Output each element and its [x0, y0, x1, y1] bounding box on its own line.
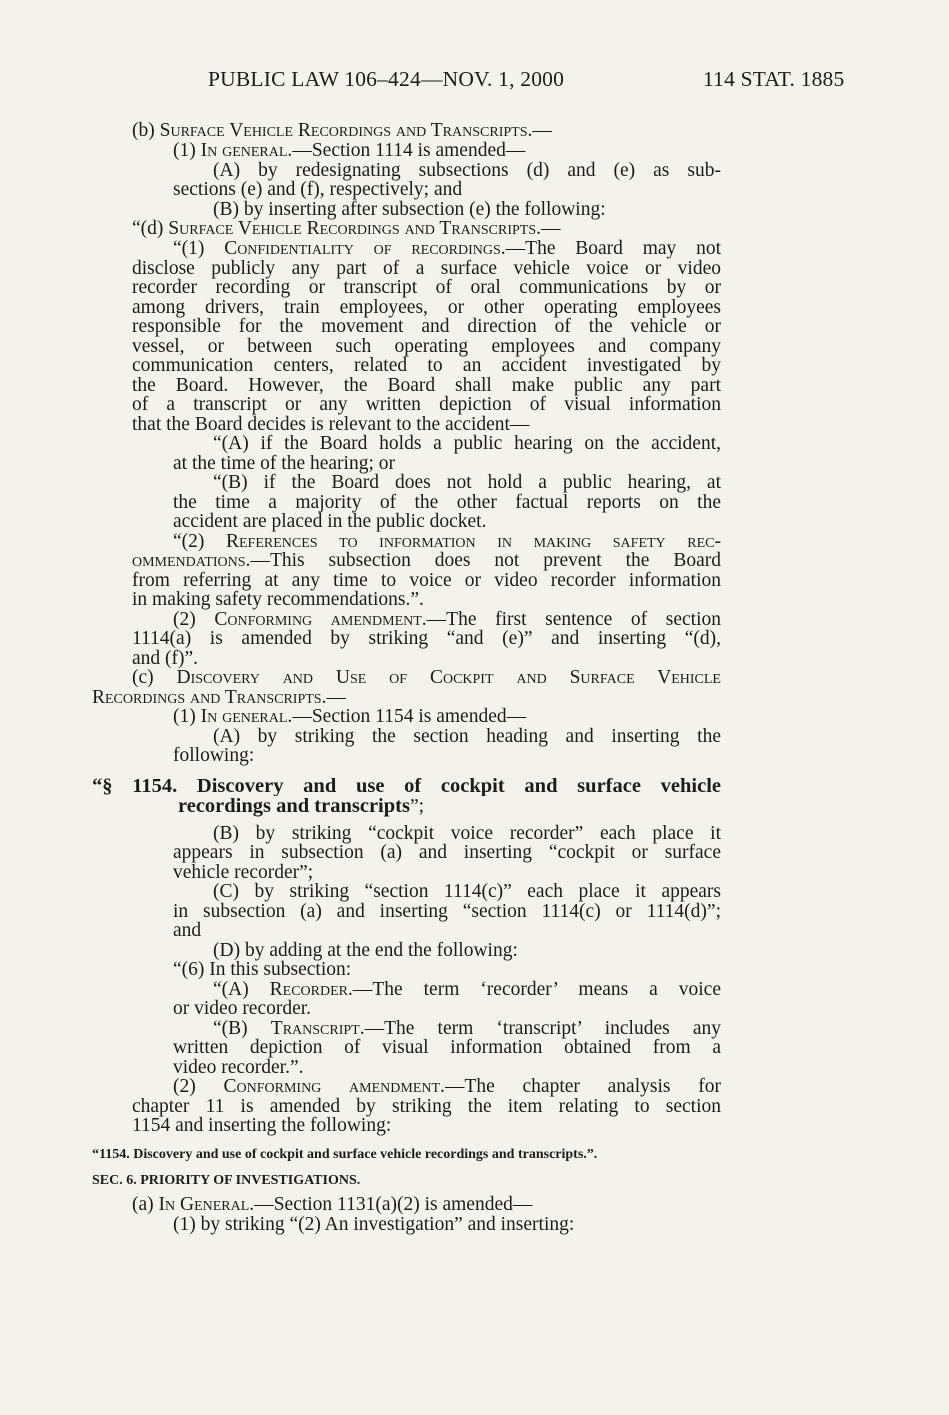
- text-line: [173, 843, 721, 863]
- text-line: [132, 571, 721, 591]
- smallcaps-heading: In general.: [200, 140, 293, 161]
- smallcaps-heading: Recorder.: [269, 980, 353, 1000]
- text-run: (B) by inserting after subsection (e) the following:: [213, 199, 606, 220]
- text-run: (A) by striking the section heading and inserting the: [213, 727, 721, 747]
- running-head-stat-page: 114 STAT. 1885: [703, 67, 845, 91]
- text-line: [173, 1077, 721, 1097]
- smallcaps-heading: Conforming amendment.: [214, 610, 427, 630]
- text-line: [173, 493, 721, 513]
- smallcaps-heading: Surface Vehicle Recordings and Transcripts.—: [168, 218, 561, 239]
- text-run: (b): [132, 120, 160, 141]
- text-run: —Section 1114 is amended—: [292, 140, 526, 161]
- text-line: [173, 1038, 721, 1058]
- text-line: [173, 239, 721, 259]
- text-run: —The Board may not: [505, 239, 721, 259]
- text-line: [92, 776, 721, 796]
- text-line: [178, 796, 424, 817]
- text-run: “(2): [173, 532, 226, 552]
- text-line: [132, 629, 721, 649]
- text-line: [132, 317, 721, 337]
- text-line: [173, 532, 721, 552]
- text-run: —The first sentence of section: [426, 610, 721, 630]
- text-run: (a): [132, 1194, 159, 1215]
- text-line: [92, 688, 346, 708]
- text-line: [132, 395, 721, 415]
- text-line: [132, 668, 721, 688]
- text-run: (1): [173, 706, 201, 727]
- text-run: and (f)”.: [132, 648, 199, 669]
- text-line: [213, 980, 721, 1000]
- text-run: (2): [173, 1077, 224, 1097]
- text-run: (B) by striking “cockpit voice recorder” each place it: [213, 824, 721, 844]
- text-run: written depiction of visual information obtained from a: [173, 1038, 721, 1058]
- text-run: (c): [132, 668, 177, 688]
- text-line: [213, 161, 721, 181]
- text-run: the Board. However, the Board shall make public any part: [132, 376, 721, 396]
- text-line: [92, 1143, 597, 1165]
- smallcaps-heading: Conforming amendment.: [223, 1077, 445, 1097]
- text-run: “(1): [173, 239, 225, 259]
- text-line: [132, 1097, 721, 1117]
- text-line: [213, 727, 721, 747]
- text-run: “1154. Discovery and use of cockpit and surface vehicle recordings and transcripts.”.: [92, 1147, 598, 1162]
- text-run: 1114(a) is amended by striking “and (e)” and inserting “(d),: [132, 629, 721, 649]
- text-run: accident are placed in the public docket.: [173, 511, 487, 532]
- smallcaps-heading: Surface Vehicle Recordings and Transcripts.—: [159, 120, 552, 141]
- text-run: —The chapter analysis for: [444, 1077, 721, 1097]
- text-run: (C) by striking “section 1114(c)” each place it appears: [213, 882, 721, 902]
- text-run: 1154 and inserting the following:: [132, 1115, 392, 1136]
- smallcaps-heading: ommendations.: [132, 551, 251, 571]
- text-line: [132, 298, 721, 318]
- text-run: (1): [173, 140, 201, 161]
- smallcaps-heading: Confidentiality of recordings.: [224, 239, 506, 259]
- smallcaps-heading: References to information in making safety rec-: [226, 532, 721, 552]
- text-run: —Section 1131(a)(2) is amended—: [254, 1194, 533, 1215]
- text-line: [132, 415, 529, 435]
- text-run: (2): [173, 610, 215, 630]
- text-run: (A) by redesignating subsections (d) and (e) as sub-: [213, 161, 721, 181]
- text-run: SEC. 6. PRIORITY OF INVESTIGATIONS.: [92, 1173, 361, 1188]
- text-line: [213, 200, 606, 220]
- text-run: —This subsection does not prevent the Board: [250, 551, 721, 571]
- text-run: ”;: [409, 796, 425, 817]
- text-run: disclose publicly any part of a surface vehicle voice or video: [132, 259, 721, 279]
- text-line: [173, 610, 721, 630]
- text-run: —Section 1154 is amended—: [292, 706, 527, 727]
- text-line: [173, 180, 462, 200]
- text-line: [173, 746, 254, 766]
- section-heading: “§ 1154. Discovery and use of cockpit and surface vehicle: [92, 776, 721, 796]
- text-run: appears in subsection (a) and inserting “cockpit or surface: [173, 843, 721, 863]
- text-line: [213, 882, 721, 902]
- text-line: [132, 1195, 532, 1215]
- text-line: [173, 863, 313, 883]
- text-run: responsible for the movement and direction of the vehicle or: [132, 317, 721, 337]
- text-line: [132, 590, 424, 610]
- smallcaps-heading: Discovery and Use of Cockpit and Surface Vehicle: [176, 668, 721, 688]
- smallcaps-heading: In General.: [158, 1194, 255, 1215]
- text-line: [132, 219, 561, 239]
- text-run: and: [173, 920, 202, 941]
- text-line: [132, 1116, 391, 1136]
- text-line: [173, 921, 201, 941]
- text-line: [132, 649, 198, 669]
- text-line: [173, 512, 486, 532]
- text-line: [213, 473, 721, 493]
- text-run: (D) by adding at the end the following:: [213, 940, 518, 961]
- text-run: communication centers, related to an accident investigated by: [132, 356, 721, 376]
- section-heading: recordings and transcripts: [178, 795, 410, 817]
- text-run: the time a majority of the other factual reports on the: [173, 493, 721, 513]
- text-run: —The term ‘recorder’ means a voice: [352, 980, 721, 1000]
- text-run: “(B): [213, 1019, 271, 1039]
- text-line: [213, 824, 721, 844]
- text-line: [213, 1019, 721, 1039]
- text-run: recorder recording or transcript of oral communications by or: [132, 278, 721, 298]
- text-run: —The term ‘transcript’ includes any: [364, 1019, 721, 1039]
- text-line: [132, 278, 721, 298]
- text-line: [213, 434, 721, 454]
- text-line: [173, 1058, 303, 1078]
- text-line: [173, 707, 526, 727]
- text-run: “(A) if the Board holds a public hearing on the accident,: [213, 434, 721, 454]
- text-line: [132, 259, 721, 279]
- text-run: vessel, or between such operating employees and company: [132, 337, 721, 357]
- text-run: “(6) In this subsection:: [173, 959, 352, 980]
- text-run: of a transcript or any written depiction of visual information: [132, 395, 721, 415]
- text-run: “(B) if the Board does not hold a public hearing, at: [213, 473, 721, 493]
- text-line: [132, 121, 552, 141]
- text-run: among drivers, train employees, or other operating employees: [132, 298, 721, 318]
- text-run: from referring at any time to voice or video recorder information: [132, 571, 721, 591]
- text-line: [132, 551, 721, 571]
- text-line: [173, 454, 395, 474]
- text-run: following:: [173, 745, 255, 766]
- text-line: [132, 337, 721, 357]
- smallcaps-heading: Transcript.: [270, 1019, 365, 1039]
- text-line: [92, 1169, 360, 1191]
- smallcaps-heading: In general.: [200, 706, 293, 727]
- text-run: in subsection (a) and inserting “section 1114(c) or 1114(d)”;: [173, 902, 721, 922]
- text-line: [173, 1215, 574, 1235]
- text-run: vehicle recorder”;: [173, 862, 314, 883]
- smallcaps-heading: Recordings and Transcripts.—: [92, 687, 346, 708]
- text-run: “(d): [132, 218, 169, 239]
- text-line: [173, 141, 525, 161]
- text-line: [213, 941, 518, 961]
- text-run: in making safety recommendations.”.: [132, 589, 424, 610]
- text-line: [132, 356, 721, 376]
- running-head-title: PUBLIC LAW 106–424—NOV. 1, 2000: [208, 67, 565, 91]
- text-run: at the time of the hearing; or: [173, 453, 396, 474]
- text-run: sections (e) and (f), respectively; and: [173, 179, 463, 200]
- text-line: [173, 960, 351, 980]
- text-run: that the Board decides is relevant to the accident—: [132, 414, 530, 435]
- text-line: [132, 376, 721, 396]
- text-run: video recorder.”.: [173, 1057, 304, 1078]
- text-line: [173, 902, 721, 922]
- text-run: “(A): [213, 980, 270, 1000]
- text-run: or video recorder.: [173, 998, 312, 1019]
- text-line: [173, 999, 311, 1019]
- text-run: chapter 11 is amended by striking the item relating to section: [132, 1097, 721, 1117]
- text-run: (1) by striking “(2) An investigation” and inserting:: [173, 1214, 575, 1235]
